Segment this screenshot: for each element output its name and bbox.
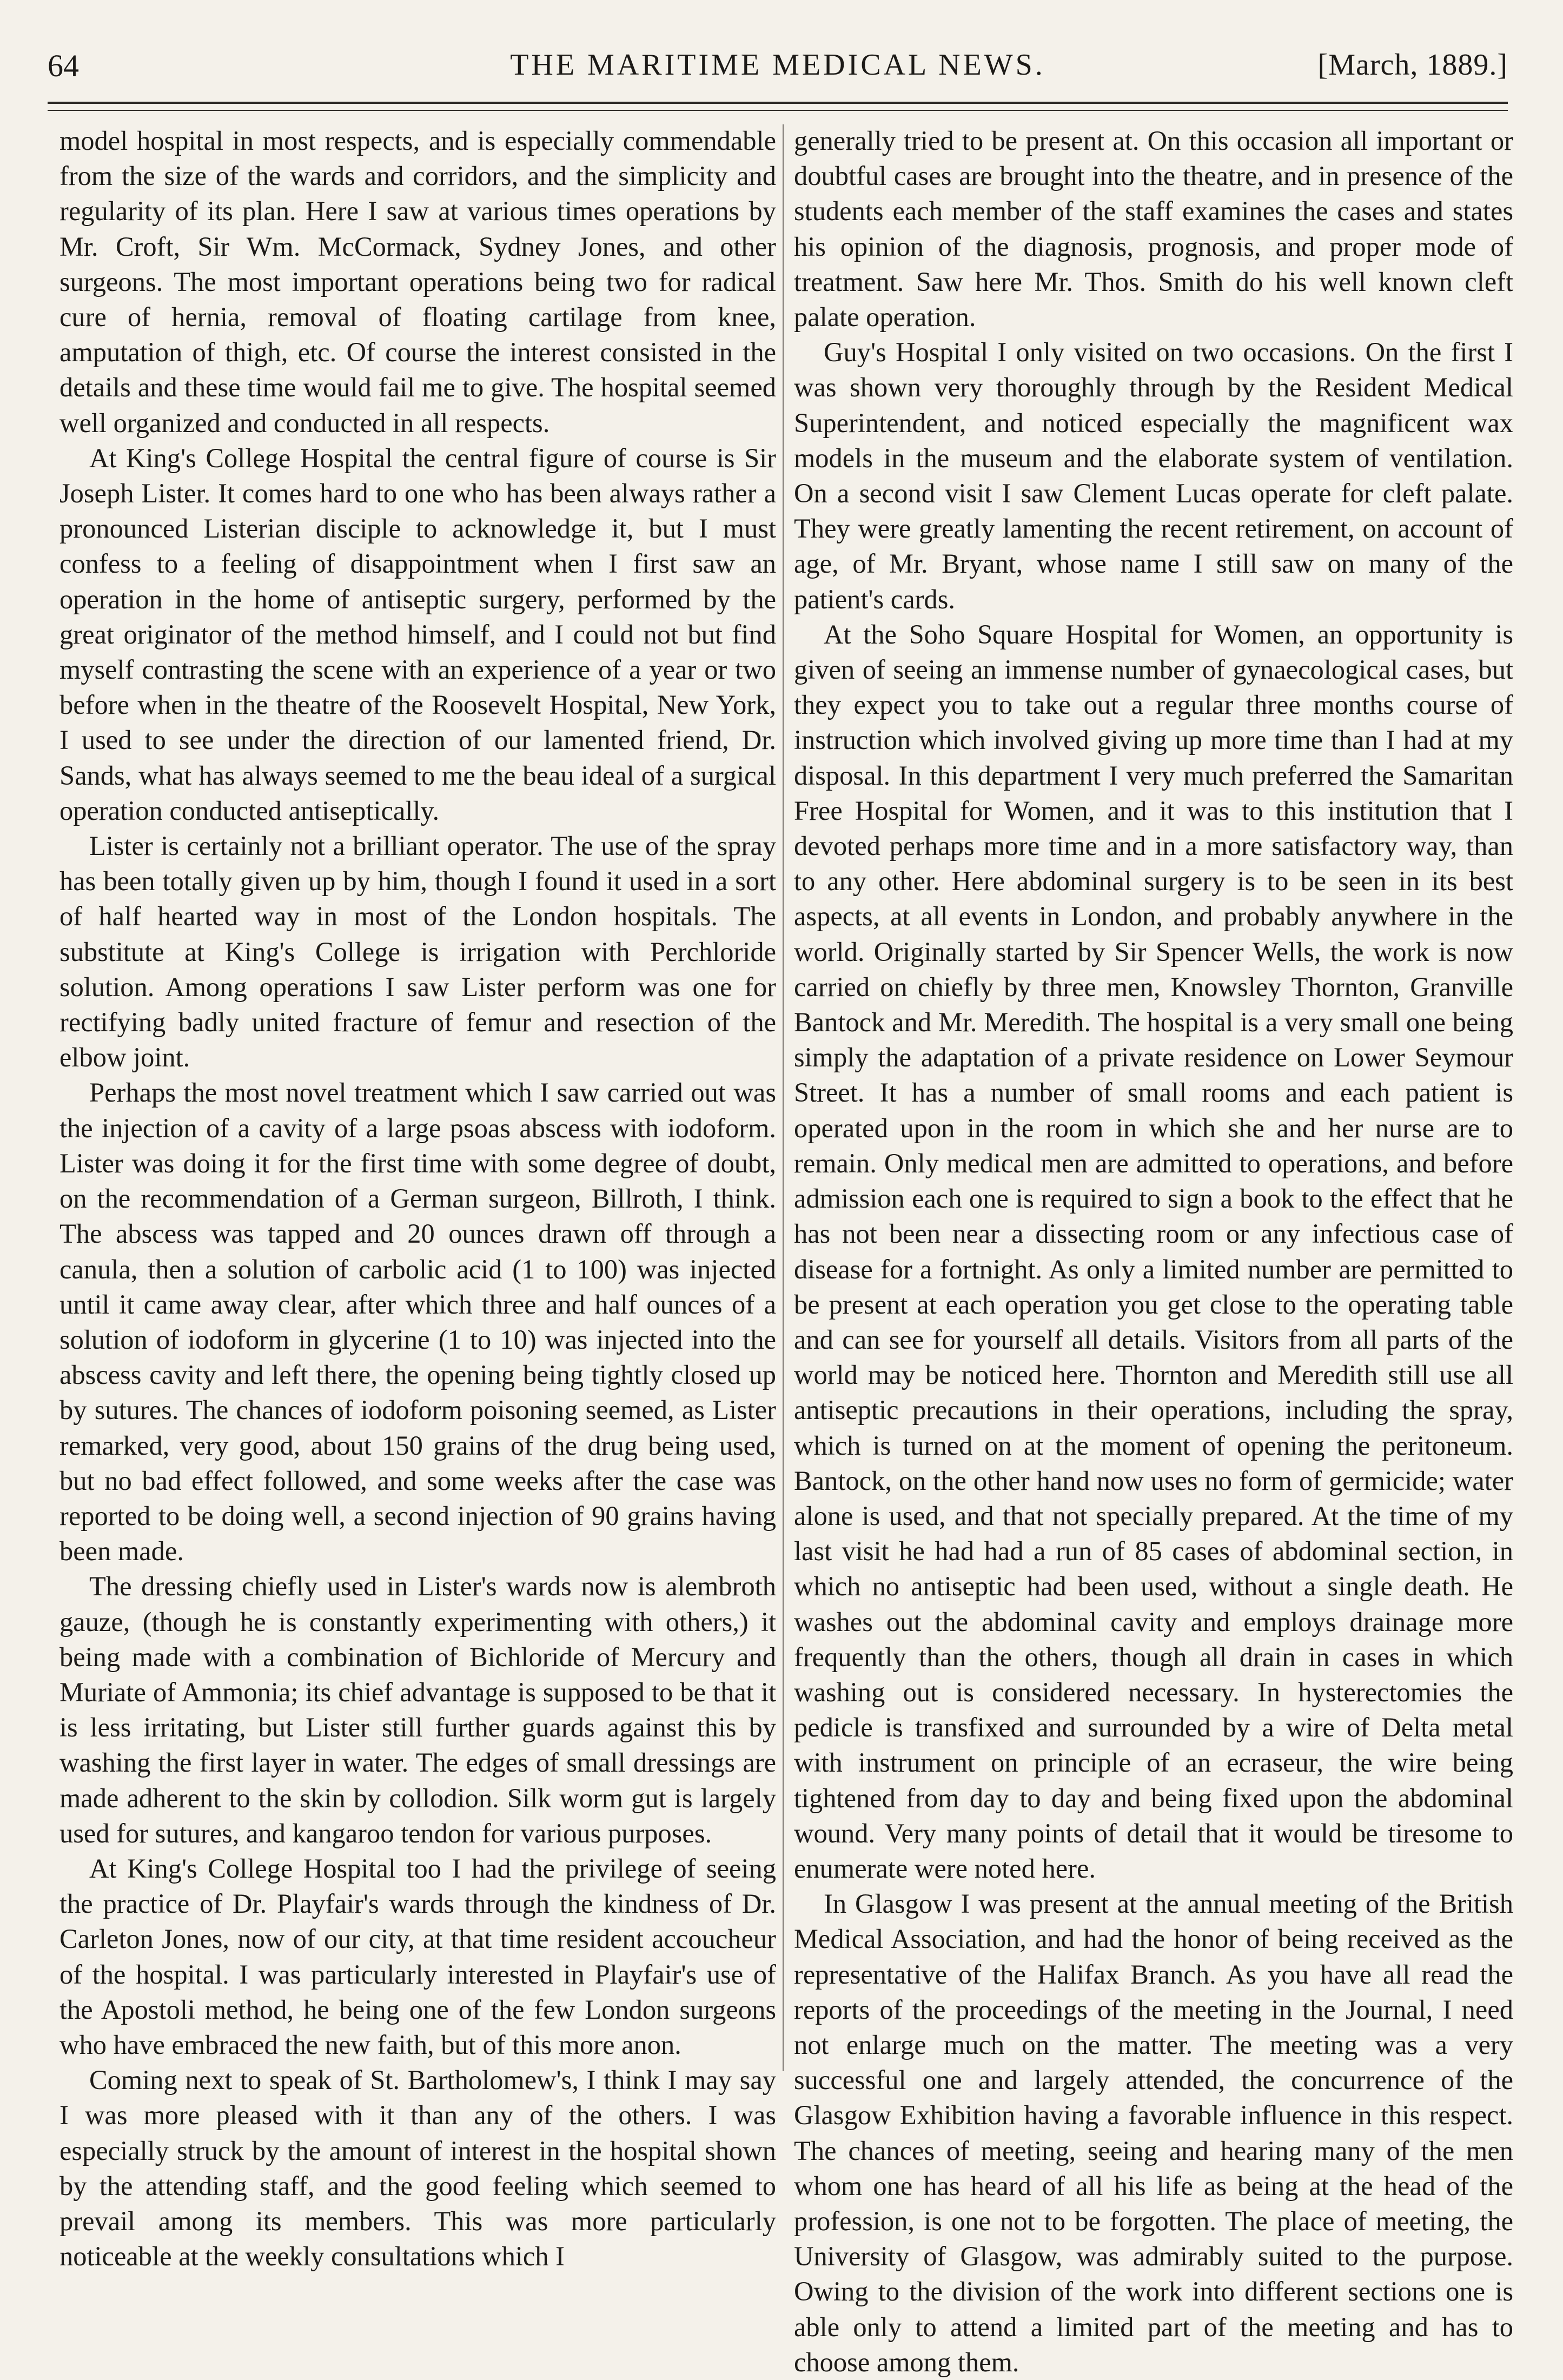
header-rule-thick [48, 102, 1508, 104]
paragraph: generally tried to be present at. On this occasion all important or doubtful cases are brought into the theatre, and in presence of the students each member of the staff examines the cases and states his opinion of the diagnosis, prognosis, and proper mode of treatment. Saw here Mr. Thos. Smith do his well known cleft palate operation. [794, 125, 1513, 333]
paragraph: The dressing chiefly used in Lister's wards now is alembroth gauze, (though he is constantly experimenting with others,) it being made with a combination of Bichloride of Mercury and Muriate of Ammonia; its chief advantage is supposed to be that it is less irritating, but Lister still further guards against this by washing the first layer in water. The edges of small dressings are made adherent to the skin by collodion. Silk worm gut is largely used for sutures, and kangaroo tendon for various purposes. [59, 1571, 776, 1848]
paragraph: Guy's Hospital I only visited on two occasions. On the first I was shown very thoroughly through by the Resident Medical Superintendent, and noticed especially the magnificent wax models in the museum and the elaborate system of ventilation. On a second visit I saw Clement Lucas operate for cleft palate. They were greatly lamenting the recent retirement, on account of age, of Mr. Bryant, whose name I still saw on many of the patient's cards. [794, 337, 1513, 614]
left-column [59, 123, 776, 2272]
running-header [48, 48, 1508, 96]
column-divider [783, 124, 784, 2071]
paragraph: At King's College Hospital too I had the privilege of seeing the practice of Dr. Playfair's wards through the kindness of Dr. Carleton Jones, now of our city, at that time resident accoucheur of the hospital. I was particularly interested in Playfair's use of the Apostoli method, he being one of the few London surgeons who have embraced the new faith, but of this more anon. [59, 1853, 776, 2060]
paragraph: At the Soho Square Hospital for Women, an opportunity is given of seeing an immense number of gynaecological cases, but they expect you to take out a regular three months course of instruction which involved giving up more time than I had at my disposal. In this department I very much preferred the Samaritan Free Hospital for Women, and it was to this institution that I devoted perhaps more time and in a more satisfactory way, than to any other. Here abdominal surgery is to be seen in its best aspects, at all events in London, and probably anywhere in the world. Originally started by Sir Spencer Wells, the work is now carried on chiefly by three men, Knowsley Thornton, Granville Bantock and Mr. Meredith. The hospital is a very small one being simply the adaptation of a private residence on Lower Seymour Street. It has a number of small rooms and each patient is operated upon in the room in which she and her nurse are to remain. Only medical men are admitted to operations, and before admission each one is required to sign a book to the effect that he has not been near a dissecting room or any infectious case of disease for a fortnight. As only a limited number are permitted to be present at each operation you get close to the operating table and can see for yourself all details. Visitors from all parts of the world may be noticed here. Thornton and Meredith still use all antiseptic precautions in their operations, including the spray, which is turned on at the moment of opening the peritoneum. Bantock, on the other hand now uses no form of germicide; water alone is used, and that not specially prepared. At the time of my last visit he had had a run of 85 cases of abdominal section, in which no antiseptic had been used, without a single death. He washes out the abdominal cavity and employs drainage more frequently than the others, though all drain in cases in which washing out is considered necessary. In hysterectomies the pedicle is transfixed and surrounded by a wire of Delta metal with instrument on principle of an ecraseur, the wire being tightened from day to day and being fixed upon the abdominal wound. Very many points of detail that it would be tiresome to enumerate were noted here. [794, 619, 1513, 1884]
issue-date: [March, 1889.] [1317, 48, 1508, 82]
header-rule-thin [48, 110, 1508, 111]
paragraph: Lister is certainly not a brilliant operator. The use of the spray has been totally given up by him, though I found it used in a sort of half hearted way in most of the London hospitals. The substitute at King's College is irrigation with Perchloride solution. Among operations I saw Lister perform was one for rectifying badly united fracture of femur and resection of the elbow joint. [59, 831, 776, 1073]
paragraph: model hospital in most respects, and is especially commendable from the size of the wards and corridors, and the simplicity and regularity of its plan. Here I saw at various times operations by Mr. Croft, Sir Wm. McCormack, Sydney Jones, and other surgeons. The most important operations being two for radical cure of hernia, removal of floating cartilage from knee, amputation of thigh, etc. Of course the interest consisted in the details and these time would fail me to give. The hospital seemed well organized and conducted in all respects. [59, 125, 776, 438]
right-column [794, 123, 1513, 2377]
paragraph: Perhaps the most novel treatment which I saw carried out was the injection of a cavity of a large psoas abscess with iodoform. Lister was doing it for the first time with some degree of doubt, on the recommendation of a German surgeon, Billroth, I think. The abscess was tapped and 20 ounces drawn off through a canula, then a solution of carbolic acid (1 to 100) was injected until it came away clear, after which three and half ounces of a solution of iodoform in glycerine (1 to 10) was injected into the abscess cavity and left there, the opening being tightly closed up by sutures. The chances of iodoform poisoning seemed, as Lister remarked, very good, about 150 grains of the drug being used, but no bad effect followed, and some weeks after the case was reported to be doing well, a second injection of 90 grains having been made. [59, 1077, 776, 1567]
journal-title: THE MARITIME MEDICAL NEWS. [510, 48, 1045, 82]
paragraph: Coming next to speak of St. Bartholomew's, I think I may say I was more pleased with it than any of the others. I was especially struck by the amount of interest in the hospital shown by the attending staff, and the good feeling which seemed to prevail among its members. This was more particularly noticeable at the weekly consultations which I [59, 2065, 776, 2272]
page-number: 64 [48, 48, 79, 83]
paragraph: At King's College Hospital the central figure of course is Sir Joseph Lister. It comes hard to one who has been always rather a pronounced Listerian disciple to acknowledge it, but I must confess to a feeling of disappointment when I first saw an operation in the home of antiseptic surgery, performed by the great originator of the method himself, and I could not but find myself contrasting the scene with an experience of a year or two before when in the theatre of the Roosevelt Hospital, New York, I used to see under the direction of our lamented friend, Dr. Sands, what has always seemed to me the beau ideal of a surgical operation conducted antiseptically. [59, 442, 776, 826]
paragraph: In Glasgow I was present at the annual meeting of the British Medical Association, and had the honor of being received as the representative of the Halifax Branch. As you have all read the reports of the proceedings of the meeting in the Journal, I need not enlarge much on the matter. The meeting was a very successful one and largely attended, the concurrence of the Glasgow Exhibition having a favorable influence in this respect. The chances of meeting, seeing and hearing many of the men whom one has heard of all his life as being at the head of the profession, is one not to be forgotten. The place of meeting, the University of Glasgow, was admirably suited to the purpose. Owing to the division of the work into different sections one is able only to attend a limited part of the meeting and has to choose among them. [794, 1888, 1513, 2377]
